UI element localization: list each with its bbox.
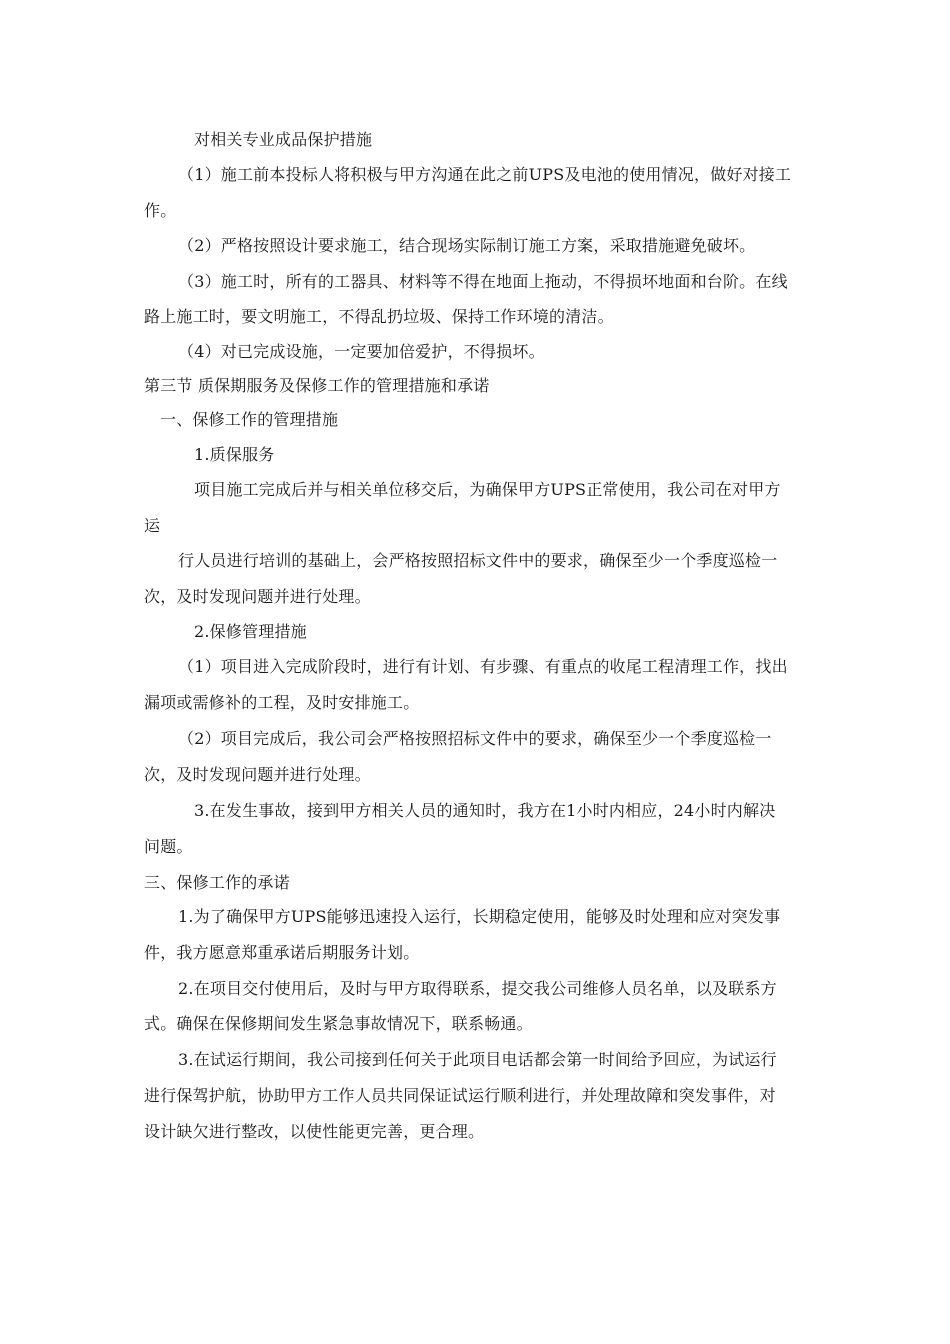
- paragraph-line: 项目施工完成后并与相关单位移交后，为确保甲方UPS正常使用，我公司在对甲方: [194, 480, 781, 499]
- paragraph-line: 问题。: [144, 837, 193, 856]
- paragraph-line: （2）项目完成后，我公司会严格按照招标文件中的要求，确保至少一个季度巡检一: [178, 729, 772, 748]
- paragraph-line: 3.在发生事故，接到甲方相关人员的通知时，我方在1小时内相应，24小时内解决: [194, 801, 776, 820]
- paragraph-line: 3.在试运行期间，我公司接到任何关于此项目电话都会第一时间给予回应，为试运行: [178, 1050, 777, 1069]
- paragraph-line: 设计缺欠进行整改，以使性能更完善，更合理。: [144, 1122, 485, 1141]
- item-heading: 1.质保服务: [194, 445, 275, 464]
- paragraph-line: 路上施工时，要文明施工，不得乱扔垃圾、保持工作环境的清洁。: [144, 307, 614, 326]
- paragraph-line: 次，及时发现问题并进行处理。: [144, 765, 371, 784]
- subsection-heading: 一、保修工作的管理措施: [160, 410, 339, 429]
- paragraph-line: 作。: [144, 201, 177, 220]
- paragraph-line: （3）施工时，所有的工器具、材料等不得在地面上拖动，不得损坏地面和台阶。在线: [178, 272, 788, 291]
- paragraph-line: 行人员进行培训的基础上，会严格按照招标文件中的要求，确保至少一个季度巡检一: [178, 551, 778, 570]
- paragraph-line: 次，及时发现问题并进行处理。: [144, 587, 371, 606]
- item-heading: 2.保修管理措施: [194, 622, 307, 641]
- paragraph-line: 1.为了确保甲方UPS能够迅速投入运行，长期稳定使用，能够及时处理和应对突发事: [178, 907, 781, 926]
- paragraph-line: （4）对已完成设施，一定要加倍爱护，不得损坏。: [178, 342, 545, 361]
- paragraph-line: 2.在项目交付使用后，及时与甲方取得联系，提交我公司维修人员名单，以及联系方: [178, 979, 777, 998]
- section-heading: 第三节 质保期服务及保修工作的管理措施和承诺: [144, 376, 490, 395]
- paragraph-line: 式。确保在保修期间发生紧急事故情况下，联系畅通。: [144, 1014, 533, 1033]
- paragraph-line: （1）项目进入完成阶段时，进行有计划、有步骤、有重点的收尾工程清理工作，找出: [178, 657, 788, 676]
- paragraph-line: （1）施工前本投标人将积极与甲方沟通在此之前UPS及电池的使用情况，做好对接工: [178, 165, 792, 184]
- paragraph-line: 进行保驾护航，协助甲方工作人员共同保证试运行顺利进行，并处理故障和突发事件，对: [144, 1086, 776, 1105]
- paragraph-line: 漏项或需修补的工程，及时安排施工。: [144, 693, 420, 712]
- subsection-heading: 三、保修工作的承诺: [144, 873, 290, 892]
- paragraph-line: （2）严格按照设计要求施工，结合现场实际制订施工方案，采取措施避免破坏。: [178, 236, 756, 255]
- subsection-title: 对相关专业成品保护措施: [194, 130, 373, 149]
- paragraph-line: 运: [144, 516, 161, 535]
- paragraph-line: 件，我方愿意郑重承诺后期服务计划。: [144, 943, 420, 962]
